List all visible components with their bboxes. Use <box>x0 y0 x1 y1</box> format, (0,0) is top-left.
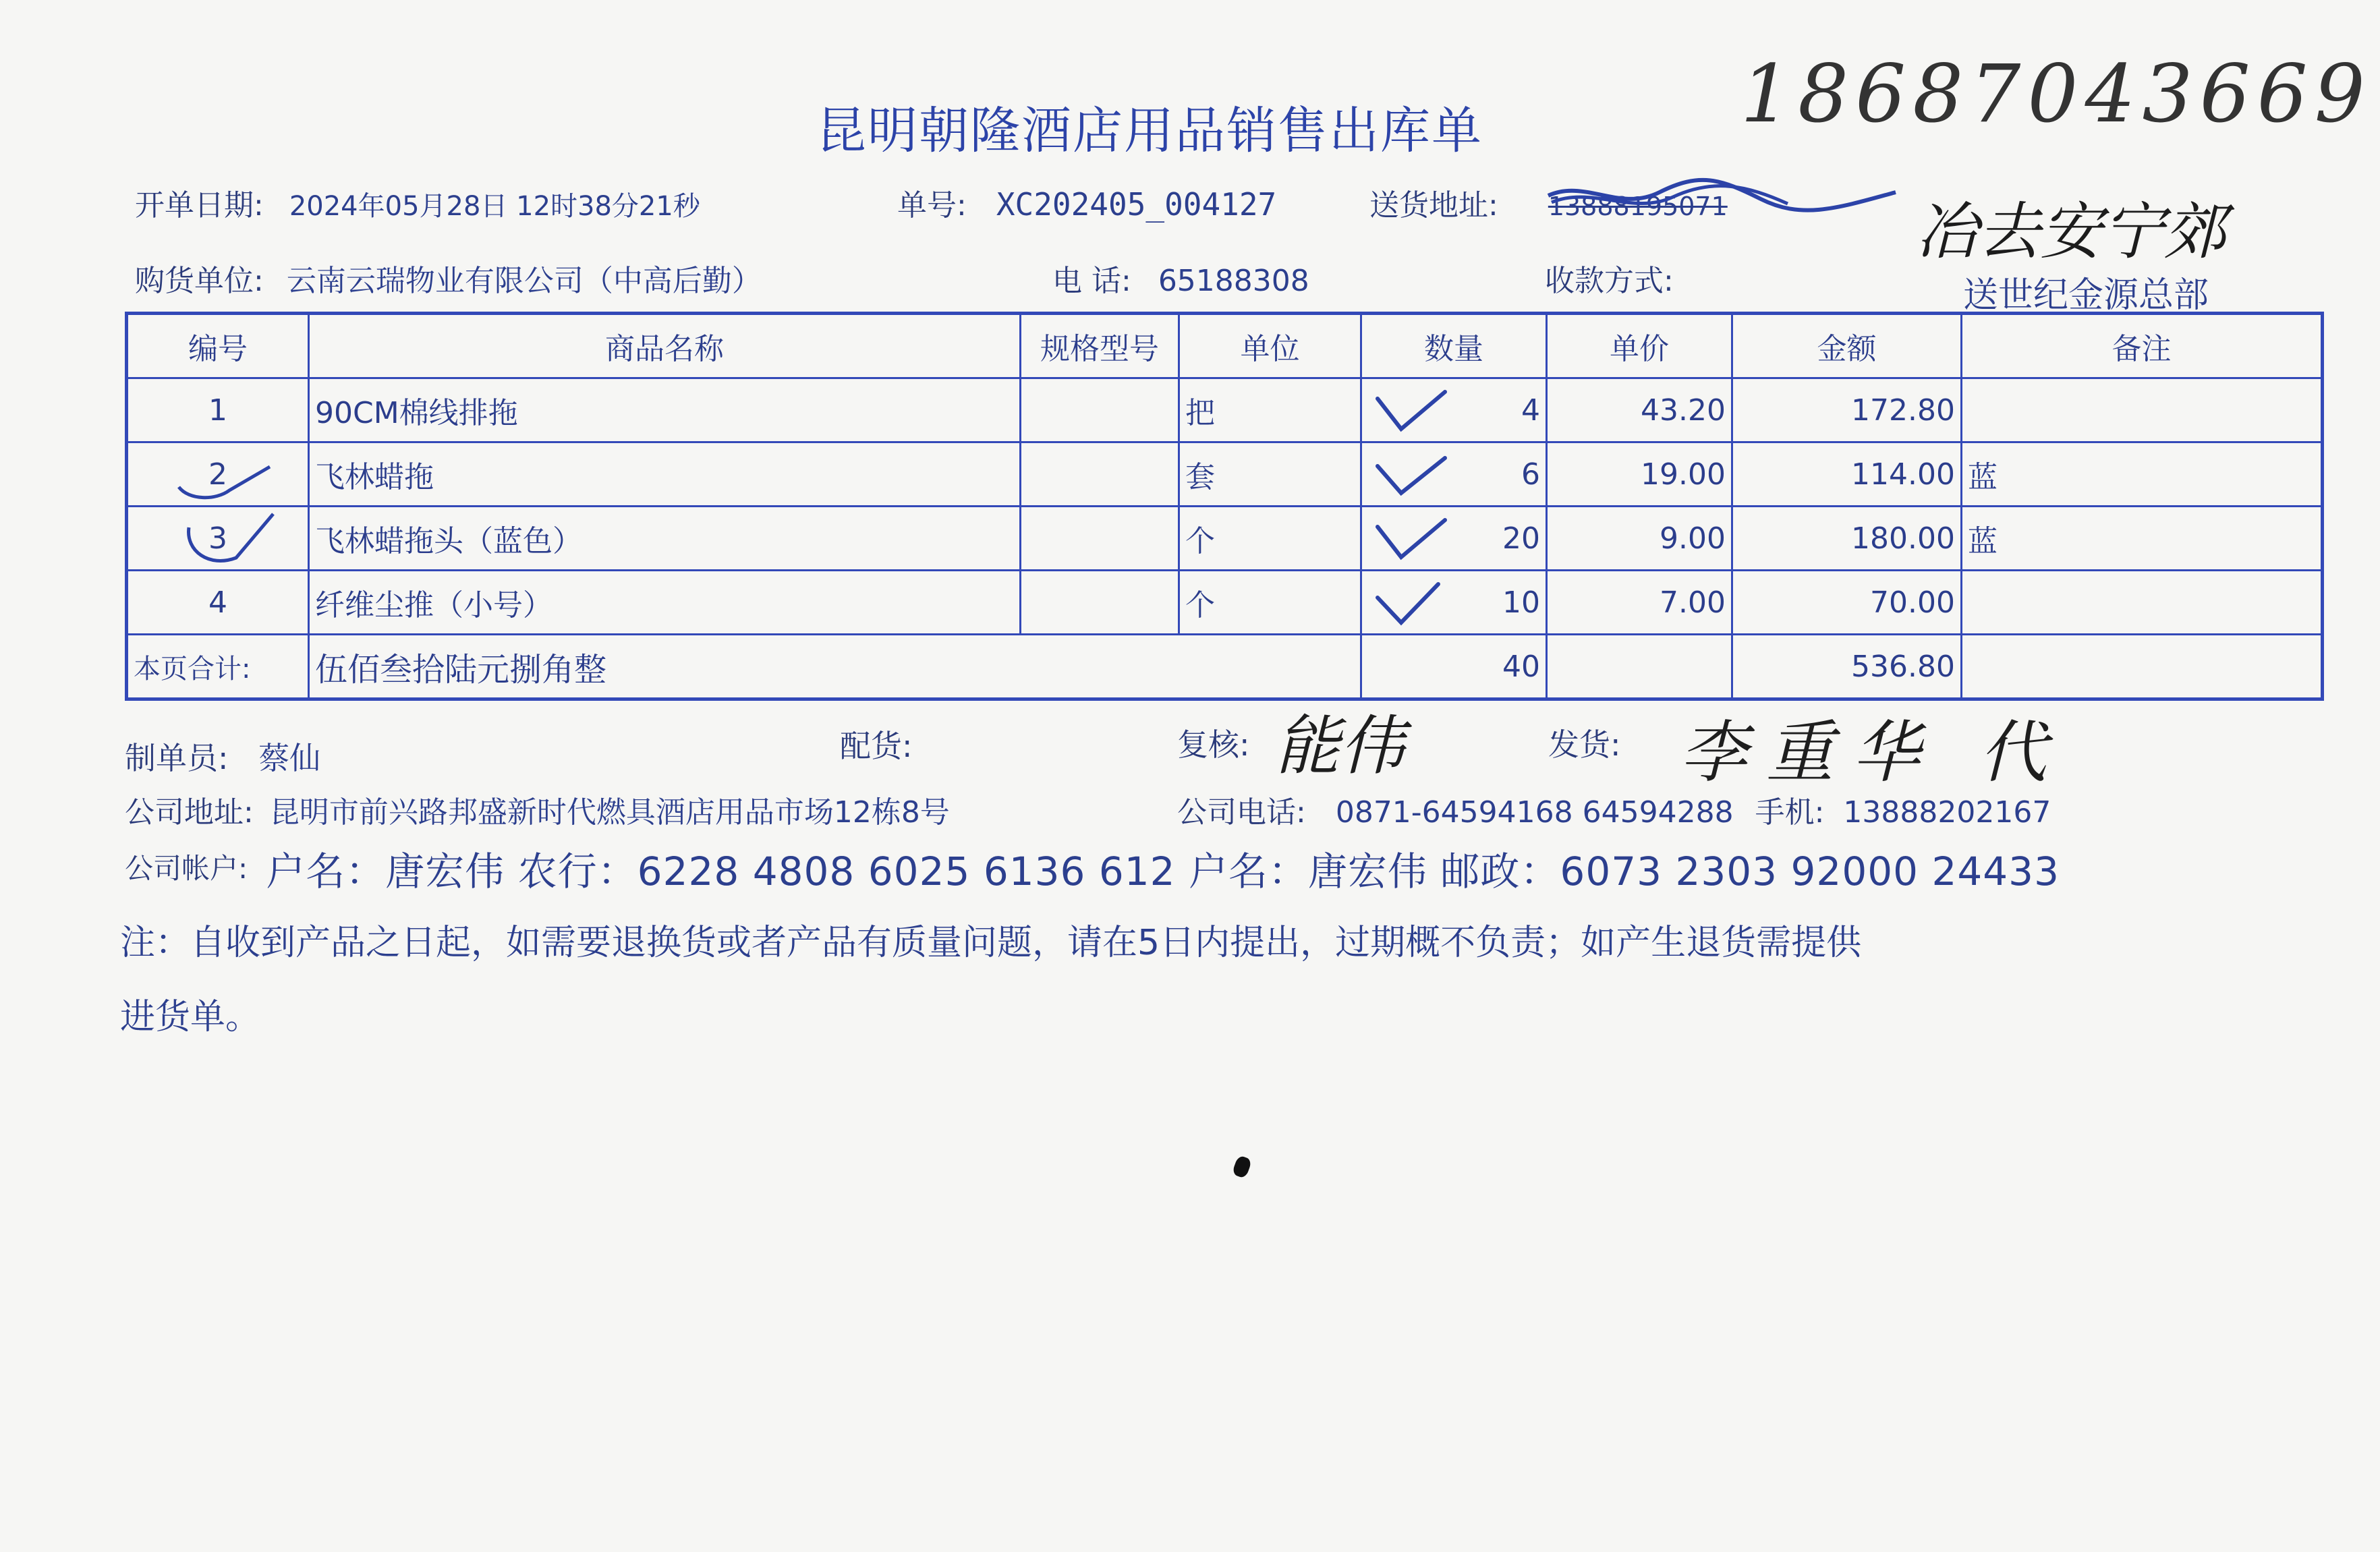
col-header-no: 编号 <box>127 314 309 378</box>
notice-line-2: 进货单。 <box>120 997 261 1037</box>
row-remark <box>1962 378 2323 442</box>
row-qty: 6 <box>1521 457 1540 492</box>
row-no: 4 <box>127 571 309 635</box>
buyer-value: 云南云瑞物业有限公司（中高后勤） <box>286 264 762 298</box>
total-price-empty <box>1547 635 1732 699</box>
row-qty-cell <box>1361 442 1547 507</box>
row-unit: 个 <box>1179 507 1361 571</box>
row-qty: 10 <box>1502 585 1540 620</box>
row-price: 19.00 <box>1547 442 1732 507</box>
table-header-row <box>127 314 2323 378</box>
order-number-value: XC202405_004127 <box>996 186 1277 223</box>
row-name: 纤维尘推（小号） <box>309 571 1021 635</box>
company-address-label: 公司地址: <box>125 795 254 830</box>
handwritten-phone-number: 18687043669 <box>1740 47 2372 140</box>
row-spec <box>1021 507 1179 571</box>
col-header-name: 商品名称 <box>309 314 1021 378</box>
row-amount: 70.00 <box>1732 571 1962 635</box>
reviewer-label: 复核: <box>1177 726 1250 763</box>
col-header-unit: 单位 <box>1179 314 1361 378</box>
table-row <box>127 507 2323 571</box>
phone-value: 65188308 <box>1158 264 1309 298</box>
company-address-value: 昆明市前兴路邦盛新时代燃具酒店用品市场12栋8号 <box>269 795 950 830</box>
total-remark-empty <box>1962 635 2323 699</box>
reviewer-signature: 能伟 <box>1275 708 1405 784</box>
row-remark: 蓝 <box>1962 442 2323 507</box>
row-qty: 4 <box>1521 393 1540 428</box>
table-row <box>127 378 2323 442</box>
row-amount: 114.00 <box>1732 442 1962 507</box>
check-mark-icon <box>1374 517 1448 564</box>
row-no: 1 <box>127 378 309 442</box>
delivery-address-label: 送货地址: <box>1369 188 1498 223</box>
handwritten-destination: 送世纪金源总部 <box>1963 275 2209 316</box>
row-unit: 个 <box>1179 571 1361 635</box>
notice-line-1: 注：自收到产品之日起，如需要退换货或者产品有质量问题，请在5日内提出，过期概不负责；如产生退货需提供 <box>120 923 1862 963</box>
total-qty: 40 <box>1361 635 1547 699</box>
row-qty-cell <box>1361 507 1547 571</box>
reviewer-field <box>1177 720 1250 765</box>
order-number-field <box>897 181 1276 224</box>
row-no: 2 <box>208 457 227 492</box>
document-title: 昆明朝隆酒店用品销售出库单 <box>816 102 1483 160</box>
company-phone-field <box>1177 788 2051 831</box>
date-label: 开单日期: <box>135 188 264 223</box>
col-header-amount: 金额 <box>1732 314 1962 378</box>
check-mark-icon <box>1374 453 1448 500</box>
ink-spot <box>1232 1155 1253 1179</box>
shipper-signature: 李重华 代 <box>1680 713 2066 792</box>
order-number-label: 单号: <box>897 188 967 223</box>
picker-field <box>840 722 913 766</box>
row-amount: 180.00 <box>1732 507 1962 571</box>
total-label: 本页合计: <box>127 635 309 699</box>
buyer-label: 购货单位: <box>135 264 264 298</box>
row-qty: 20 <box>1502 521 1540 556</box>
row-price: 7.00 <box>1547 571 1732 635</box>
row-spec <box>1021 378 1179 442</box>
col-header-qty: 数量 <box>1361 314 1547 378</box>
company-account-value: 户名：唐宏伟 农行：6228 4808 6025 6136 612 户名：唐宏伟 邮政：6073 2303 92000 24433 <box>266 849 2060 894</box>
payment-method-label: 收款方式: <box>1545 264 1674 298</box>
date-field <box>135 181 700 224</box>
table-row <box>127 571 2323 635</box>
row-no: 3 <box>208 521 227 556</box>
total-amount-words: 伍佰叁拾陆元捌角整 <box>309 635 1361 699</box>
row-price: 43.20 <box>1547 378 1732 442</box>
col-header-spec: 规格型号 <box>1021 314 1179 378</box>
row-remark <box>1962 571 2323 635</box>
check-mark-icon <box>1374 581 1448 628</box>
mobile-label: 手机: <box>1755 795 1825 830</box>
row-spec <box>1021 571 1179 635</box>
company-account-field <box>125 840 2060 896</box>
date-value: 2024年05月28日 12时38分21秒 <box>289 191 700 222</box>
company-phone-value: 0871-64594168 64594288 <box>1335 795 1734 830</box>
row-no-cell <box>127 442 309 507</box>
table-total-row <box>127 635 2323 699</box>
col-header-remark: 备注 <box>1962 314 2323 378</box>
row-price: 9.00 <box>1547 507 1732 571</box>
strike-scribble <box>1545 175 1923 216</box>
shipper-field <box>1548 720 1621 765</box>
handwritten-tick-icon <box>182 511 277 568</box>
check-mark-icon <box>1374 389 1448 436</box>
maker-value: 蔡仙 <box>258 740 321 776</box>
row-unit: 把 <box>1179 378 1361 442</box>
row-name: 90CM棉线排拖 <box>309 378 1021 442</box>
phone-field <box>1052 256 1309 299</box>
row-no-cell <box>127 507 309 571</box>
buyer-field <box>135 256 762 299</box>
company-phone-label: 公司电话: <box>1177 795 1306 830</box>
row-unit: 套 <box>1179 442 1361 507</box>
row-remark: 蓝 <box>1962 507 2323 571</box>
company-address-field <box>125 788 950 831</box>
maker-label: 制单员: <box>125 740 229 776</box>
maker-field <box>125 734 320 778</box>
delivery-address-struck-value: 13888195071 <box>1548 192 1728 221</box>
row-spec <box>1021 442 1179 507</box>
picker-label: 配货: <box>840 728 913 764</box>
row-qty-cell <box>1361 571 1547 635</box>
payment-method-field <box>1545 256 1674 299</box>
row-amount: 172.80 <box>1732 378 1962 442</box>
items-table <box>125 312 2324 701</box>
handwritten-tick-icon <box>175 463 277 504</box>
mobile-value: 13888202167 <box>1843 795 2051 830</box>
handwritten-address: 冶去安宁郊 <box>1916 196 2227 268</box>
row-qty-cell <box>1361 378 1547 442</box>
col-header-price: 单价 <box>1547 314 1732 378</box>
total-amount: 536.80 <box>1732 635 1962 699</box>
table-row <box>127 442 2323 507</box>
shipper-label: 发货: <box>1548 726 1621 763</box>
row-name: 飞林蜡拖 <box>309 442 1021 507</box>
row-name: 飞林蜡拖头（蓝色） <box>309 507 1021 571</box>
phone-label: 电 话: <box>1052 264 1131 298</box>
company-account-label: 公司帐户: <box>125 852 248 885</box>
